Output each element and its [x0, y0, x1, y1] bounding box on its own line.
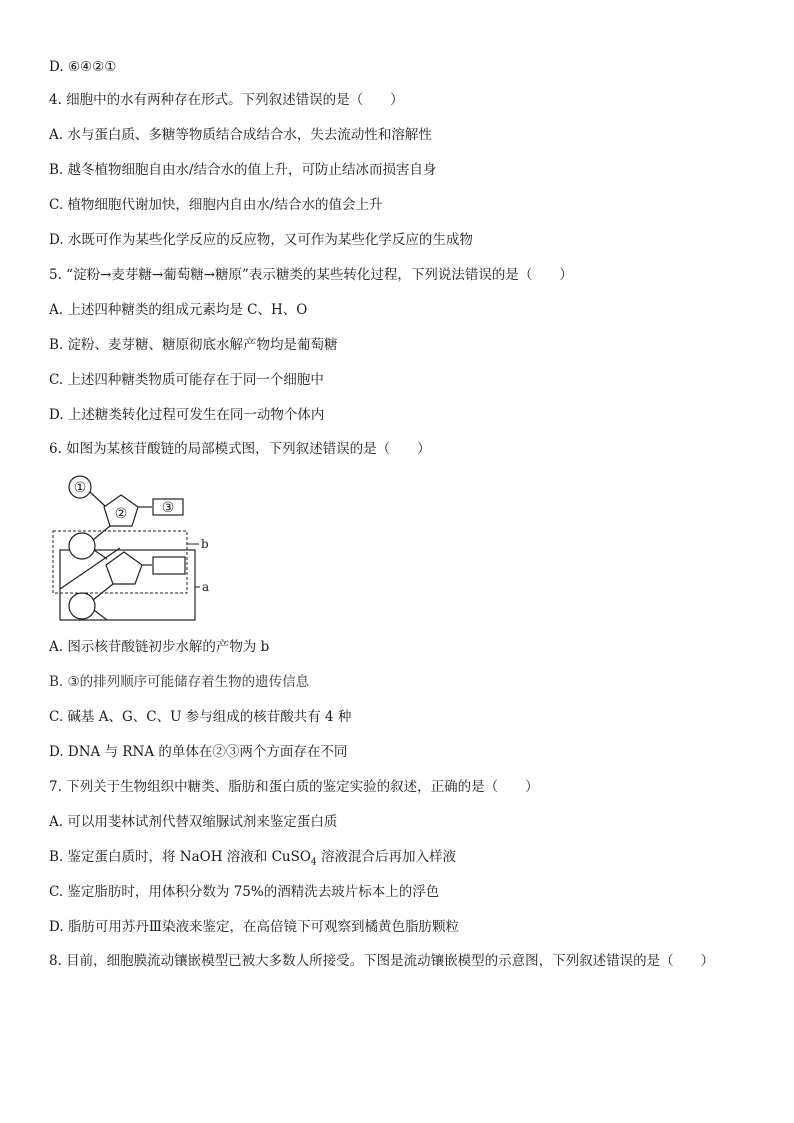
q4-option-a: A. 水与蛋白质、多糖等物质结合成结合水，失去流动性和溶解性: [49, 127, 432, 143]
q7-option-c: C. 鉴定脂肪时，用体积分数为 75%的酒精洗去玻片标本上的浮色: [49, 884, 440, 900]
q7-option-a: A. 可以用斐林试剂代替双缩脲试剂来鉴定蛋白质: [49, 814, 338, 830]
label-b: b: [201, 537, 209, 551]
q6-option-a: A. 图示核苷酸链初步水解的产物为 b: [49, 639, 270, 655]
chain-bond-middle: [93, 584, 113, 600]
q7-option-d: D. 脂肪可用苏丹Ⅲ染液来鉴定，在高倍镜下可观察到橘黄色脂肪颗粒: [49, 919, 459, 935]
q5-option-a: A. 上述四种糖类的组成元素均是 C、H、O: [49, 302, 308, 318]
q4-option-c: C. 植物细胞代谢加快，细胞内自由水/结合水的值会上升: [49, 197, 383, 213]
q8-stem: 8. 目前，细胞膜流动镶嵌模型已被大多数人所接受。下图是流动镶嵌模型的示意图，下列叙述错误的是（ ）: [49, 953, 715, 969]
q6-option-b: B. ③的排列顺序可能储存着生物的遗传信息: [49, 674, 310, 690]
pentose-middle: [106, 552, 142, 584]
q4-option-d: D. 水既可作为某些化学反应的反应物，又可作为某些化学反应的生成物: [49, 232, 473, 248]
q7-option-b-before: B. 鉴定蛋白质时，将 NaOH 溶液和 CuSO: [49, 849, 311, 865]
q7-option-b-subscript: 4: [310, 857, 317, 868]
q7-option-b-after: 溶液混合后再加入样液: [316, 849, 456, 865]
label-3: ③: [161, 500, 175, 516]
q6-option-c: C. 碱基 A、G、C、U 参与组成的核苷酸共有 4 种: [49, 709, 352, 725]
q3-option-d: D. ⑥④②①: [49, 59, 117, 75]
phosphate-circle-bottom: [69, 593, 95, 619]
q7-option-b: [49, 848, 456, 872]
phosphate-circle-middle: [69, 533, 95, 559]
chain-bond-top: [93, 526, 110, 540]
label-a: a: [202, 580, 210, 594]
q4-stem: 4. 细胞中的水有两种存在形式。下列叙述错误的是（ ）: [49, 92, 404, 108]
q6-stem: 6. 如图为某核苷酸链的局部模式图，下列叙述错误的是（ ）: [49, 441, 431, 457]
nucleotide-chain-diagram: [49, 470, 229, 625]
bond-bottom: [94, 610, 107, 620]
q5-option-c: C. 上述四种糖类物质可能存在于同一个细胞中: [49, 372, 324, 388]
q6-option-d: D. DNA 与 RNA 的单体在②③两个方面存在不同: [49, 744, 348, 760]
label-1: ①: [73, 480, 87, 496]
q5-option-d: D. 上述糖类转化过程可发生在同一动物个体内: [49, 407, 325, 423]
q5-option-b: B. 淀粉、麦芽糖、糖原彻底水解产物均是葡萄糖: [49, 337, 338, 353]
base-middle: [153, 557, 185, 574]
label-2: ②: [114, 506, 128, 522]
q4-option-b: B. 越冬植物细胞自由水/结合水的值上升，可防止结冰而损害自身: [49, 162, 437, 178]
bond-1-2: [90, 492, 105, 506]
q5-stem: 5. “淀粉→麦芽糖→葡萄糖→糖原”表示糖类的某些转化过程，下列说法错误的是（ ）: [49, 267, 573, 283]
q7-stem: 7. 下列关于生物组织中糖类、脂肪和蛋白质的鉴定实验的叙述，正确的是（ ）: [49, 779, 539, 795]
